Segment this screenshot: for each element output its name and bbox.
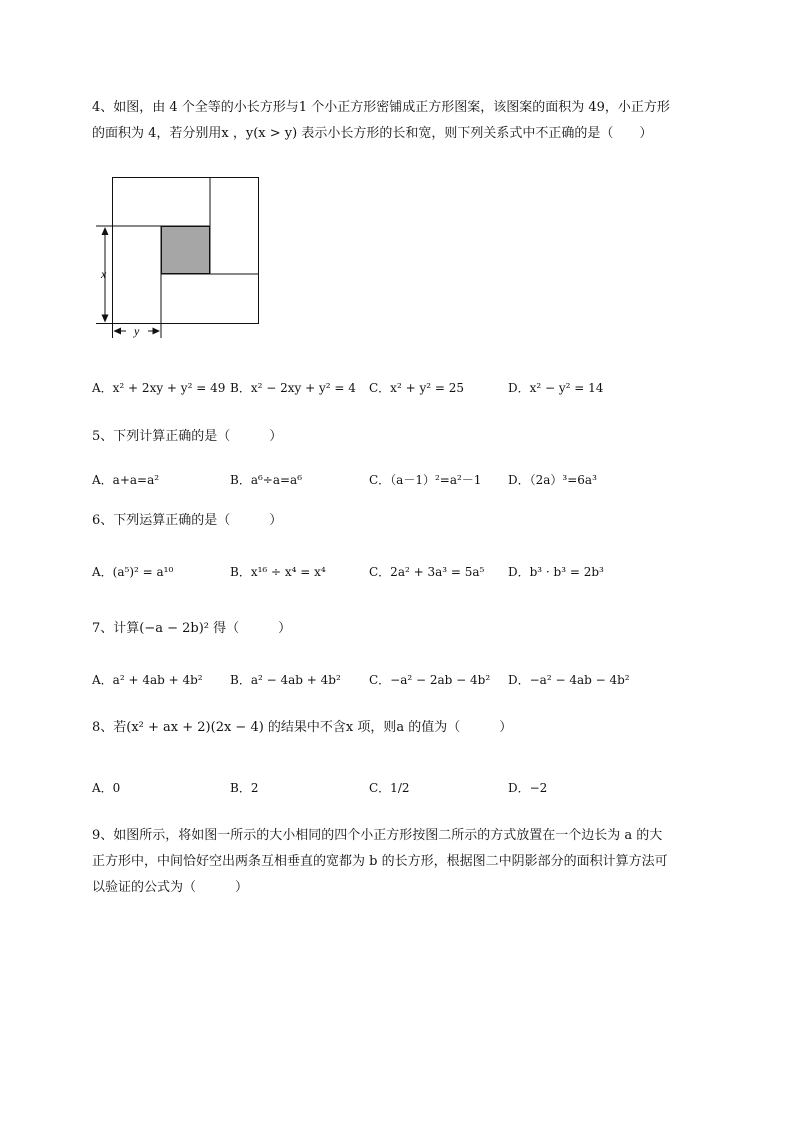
arrow-left-icon	[114, 328, 122, 335]
q9-stem-line3: 以验证的公式为（ ）	[92, 880, 249, 895]
q8-option-b[interactable]: B．2	[230, 781, 259, 795]
q9-stem-line2: 正方形中，中间恰好空出两条互相垂直的宽都为 b 的长方形，根据图二中阴影部分的面积计算方法可	[92, 854, 668, 869]
label-x: x	[101, 267, 107, 281]
q4-stem-line2: 的面积为 4，若分别用x ，y(x > y) 表示小长方形的长和宽，则下列关系式中不正确的是（ ）	[92, 126, 653, 141]
q4-option-c[interactable]: C．x² + y² = 25	[369, 381, 464, 395]
q7-option-b[interactable]: B．a² − 4ab + 4b²	[230, 673, 341, 687]
q8-option-c[interactable]: C．1/2	[369, 781, 410, 795]
arrow-up-icon	[102, 227, 109, 235]
shaded-small-square	[162, 227, 210, 274]
arrow-down-icon	[102, 315, 109, 323]
q5-option-b[interactable]: B．a⁶÷a=a⁶	[230, 473, 303, 487]
q4-option-b[interactable]: B．x² − 2xy + y² = 4	[230, 381, 356, 395]
q6-option-d[interactable]: D．b³ · b³ = 2b³	[508, 565, 604, 579]
q5-stem: 5、下列计算正确的是（ ）	[92, 429, 283, 444]
q6-option-c[interactable]: C．2a² + 3a³ = 5a⁵	[369, 565, 485, 579]
q7-option-c[interactable]: C．−a² − 2ab − 4b²	[369, 673, 491, 687]
q6-option-a[interactable]: A．(a⁵)² = a¹⁰	[92, 565, 174, 579]
q4-option-d[interactable]: D．x² − y² = 14	[508, 381, 604, 395]
q8-option-d[interactable]: D．−2	[508, 781, 548, 795]
q9-stem-line1: 9、如图所示，将如图一所示的大小相同的四个小正方形按图二所示的方式放置在一个边长为 a 的大	[92, 828, 663, 843]
q8-stem: 8、若(x² + ax + 2)(2x − 4) 的结果中不含x 项，则a 的值为（ ）	[92, 720, 513, 735]
q7-option-a[interactable]: A．a² + 4ab + 4b²	[92, 673, 203, 687]
q7-option-d[interactable]: D．−a² − 4ab − 4b²	[508, 673, 630, 687]
q4-figure	[90, 170, 270, 340]
q8-option-a[interactable]: A．0	[92, 781, 121, 795]
q4-stem-line1: 4、如图，由 4 个全等的小长方形与1 个小正方形密铺成正方形图案，该图案的面积为 49，小正方形	[92, 100, 670, 115]
label-y: y	[134, 324, 140, 338]
q4-option-a[interactable]: A．x² + 2xy + y² = 49	[92, 381, 226, 395]
q5-option-d[interactable]: D．（2a）³=6a³	[508, 473, 597, 487]
arrow-right-icon	[153, 328, 161, 335]
q5-option-c[interactable]: C．（a－1）²=a²－1	[369, 473, 482, 487]
q6-option-b[interactable]: B．x¹⁶ ÷ x⁴ = x⁴	[230, 565, 326, 579]
q5-option-a[interactable]: A．a+a=a²	[92, 473, 160, 487]
q7-stem: 7、计算(−a − 2b)² 得（ ）	[92, 621, 292, 636]
q6-stem: 6、下列运算正确的是（ ）	[92, 513, 283, 528]
